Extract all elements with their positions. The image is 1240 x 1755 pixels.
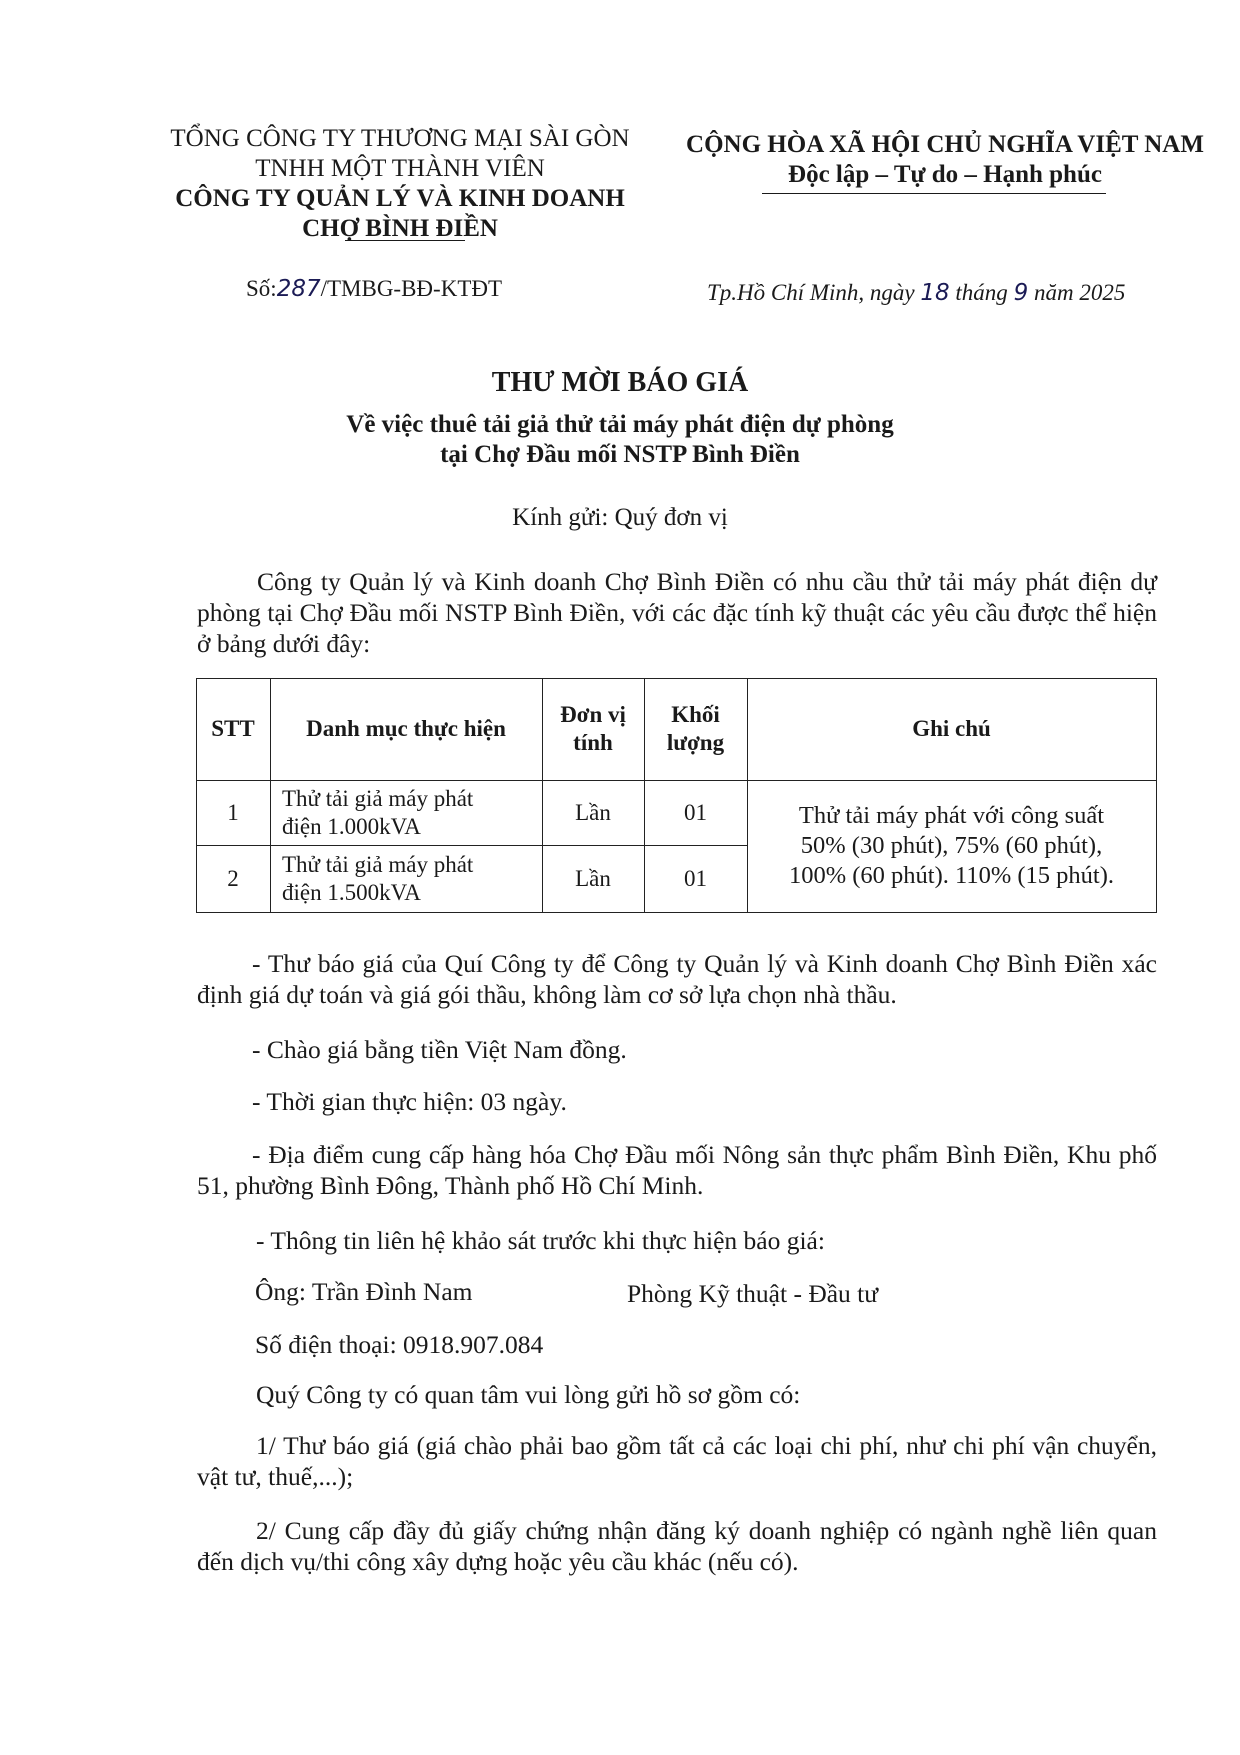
bullet-contact: - Thông tin liên hệ khảo sát trước khi thực hiện báo giá:: [256, 1226, 825, 1255]
company-name-cont: CHỢ BÌNH ĐIỀN: [302, 215, 498, 242]
request-item-2: 2/ Cung cấp đầy đủ giấy chứng nhận đăng ký doanh nghiệp có ngành nghề liên quan đến dịch vụ/thi công xây dựng hoặc yêu cầu khác (nếu có).: [197, 1516, 1157, 1576]
motto-underline: [762, 193, 1106, 194]
row-2-item: Thử tải giả máy phát điện 1.500kVA: [282, 851, 474, 905]
request-item-1: 1/ Thư báo giá (giá chào phải bao gồm tất cả các loại chi phí, như chi phí vận chuyển, vật tư, thuế,...);: [197, 1431, 1157, 1491]
bullet-location: - Địa điểm cung cấp hàng hóa Chợ Đầu mối Nông sản thực phẩm Bình Điền, Khu phố 51, phường Bình Đông, Thành phố Hồ Chí Minh.: [197, 1140, 1157, 1200]
bullet-currency: - Chào giá bằng tiền Việt Nam đồng.: [252, 1035, 627, 1064]
contact-department: Phòng Kỹ thuật - Đầu tư: [627, 1279, 879, 1308]
header-stt: STT: [211, 716, 255, 741]
header-left-underline: [345, 240, 465, 241]
country-name: CỘNG HÒA XÃ HỘI CHỦ NGHĨA VIỆT NAM: [686, 131, 1204, 158]
document-subtitle: Về việc thuê tải giả thử tải máy phát điện dự phòng tại Chợ Đầu mối NSTP Bình Điền: [346, 411, 894, 468]
contact-name: Ông: Trần Đình Nam: [255, 1277, 473, 1306]
header-unit: Đơn vị tính: [560, 702, 626, 755]
row-2-quantity: 01: [684, 865, 707, 891]
header-item: Danh mục thực hiện: [306, 716, 506, 741]
company-name: CÔNG TY QUẢN LÝ VÀ KINH DOANH: [175, 185, 625, 212]
parent-company-type: TNHH MỘT THÀNH VIÊN: [255, 155, 545, 182]
bullet-purpose: - Thư báo giá của Quí Công ty để Công ty Quản lý và Kinh doanh Chợ Bình Điền xác định giá dự toán và giá gói thầu, không làm cơ sở lựa chọn nhà thầu.: [197, 949, 1157, 1009]
row-1-stt: 1: [227, 799, 239, 825]
bullet-duration: - Thời gian thực hiện: 03 ngày.: [252, 1087, 567, 1116]
document-number: Số:287/TMBG-BĐ-KTĐT: [246, 276, 503, 302]
merged-note-cell: Thử tải máy phát với công suất 50% (30 phút), 75% (60 phút), 100% (60 phút). 110% (15 phút).: [788, 802, 1115, 889]
intro-paragraph: Công ty Quản lý và Kinh doanh Chợ Bình Điền có nhu cầu thử tải máy phát điện dự phòng tại Chợ Đầu mối NSTP Bình Điền, với các đặc tính kỹ thuật các yêu cầu được thể hiện ở bảng dưới đây:: [197, 567, 1157, 658]
document-title: THƯ MỜI BÁO GIÁ: [491, 367, 749, 398]
contact-phone: Số điện thoại: 0918.907.084: [255, 1330, 544, 1359]
header-note: Ghi chú: [912, 716, 991, 741]
header-left: [160, 124, 640, 244]
document-date: Tp.Hồ Chí Minh, ngày 18 tháng 9 năm 2025: [707, 280, 1126, 306]
handwritten-month: 9: [1013, 280, 1029, 306]
row-2-unit: Lần: [575, 865, 611, 891]
request-lead: Quý Công ty có quan tâm vui lòng gửi hồ sơ gồm có:: [256, 1380, 801, 1409]
header-quantity: Khối lượng: [666, 702, 725, 755]
header-right: [660, 130, 1230, 190]
row-2-stt: 2: [227, 865, 239, 891]
handwritten-number: 287: [276, 276, 321, 302]
row-1-item: Thử tải giả máy phát điện 1.000kVA: [282, 785, 474, 839]
parent-company-name: TỔNG CÔNG TY THƯƠNG MẠI SÀI GÒN: [170, 125, 630, 152]
greeting: Kính gửi: Quý đơn vị: [512, 504, 728, 531]
motto: Độc lập – Tự do – Hạnh phúc: [788, 161, 1102, 188]
handwritten-day: 18: [920, 280, 950, 306]
row-1-quantity: 01: [684, 799, 707, 825]
row-1-unit: Lần: [575, 799, 611, 825]
